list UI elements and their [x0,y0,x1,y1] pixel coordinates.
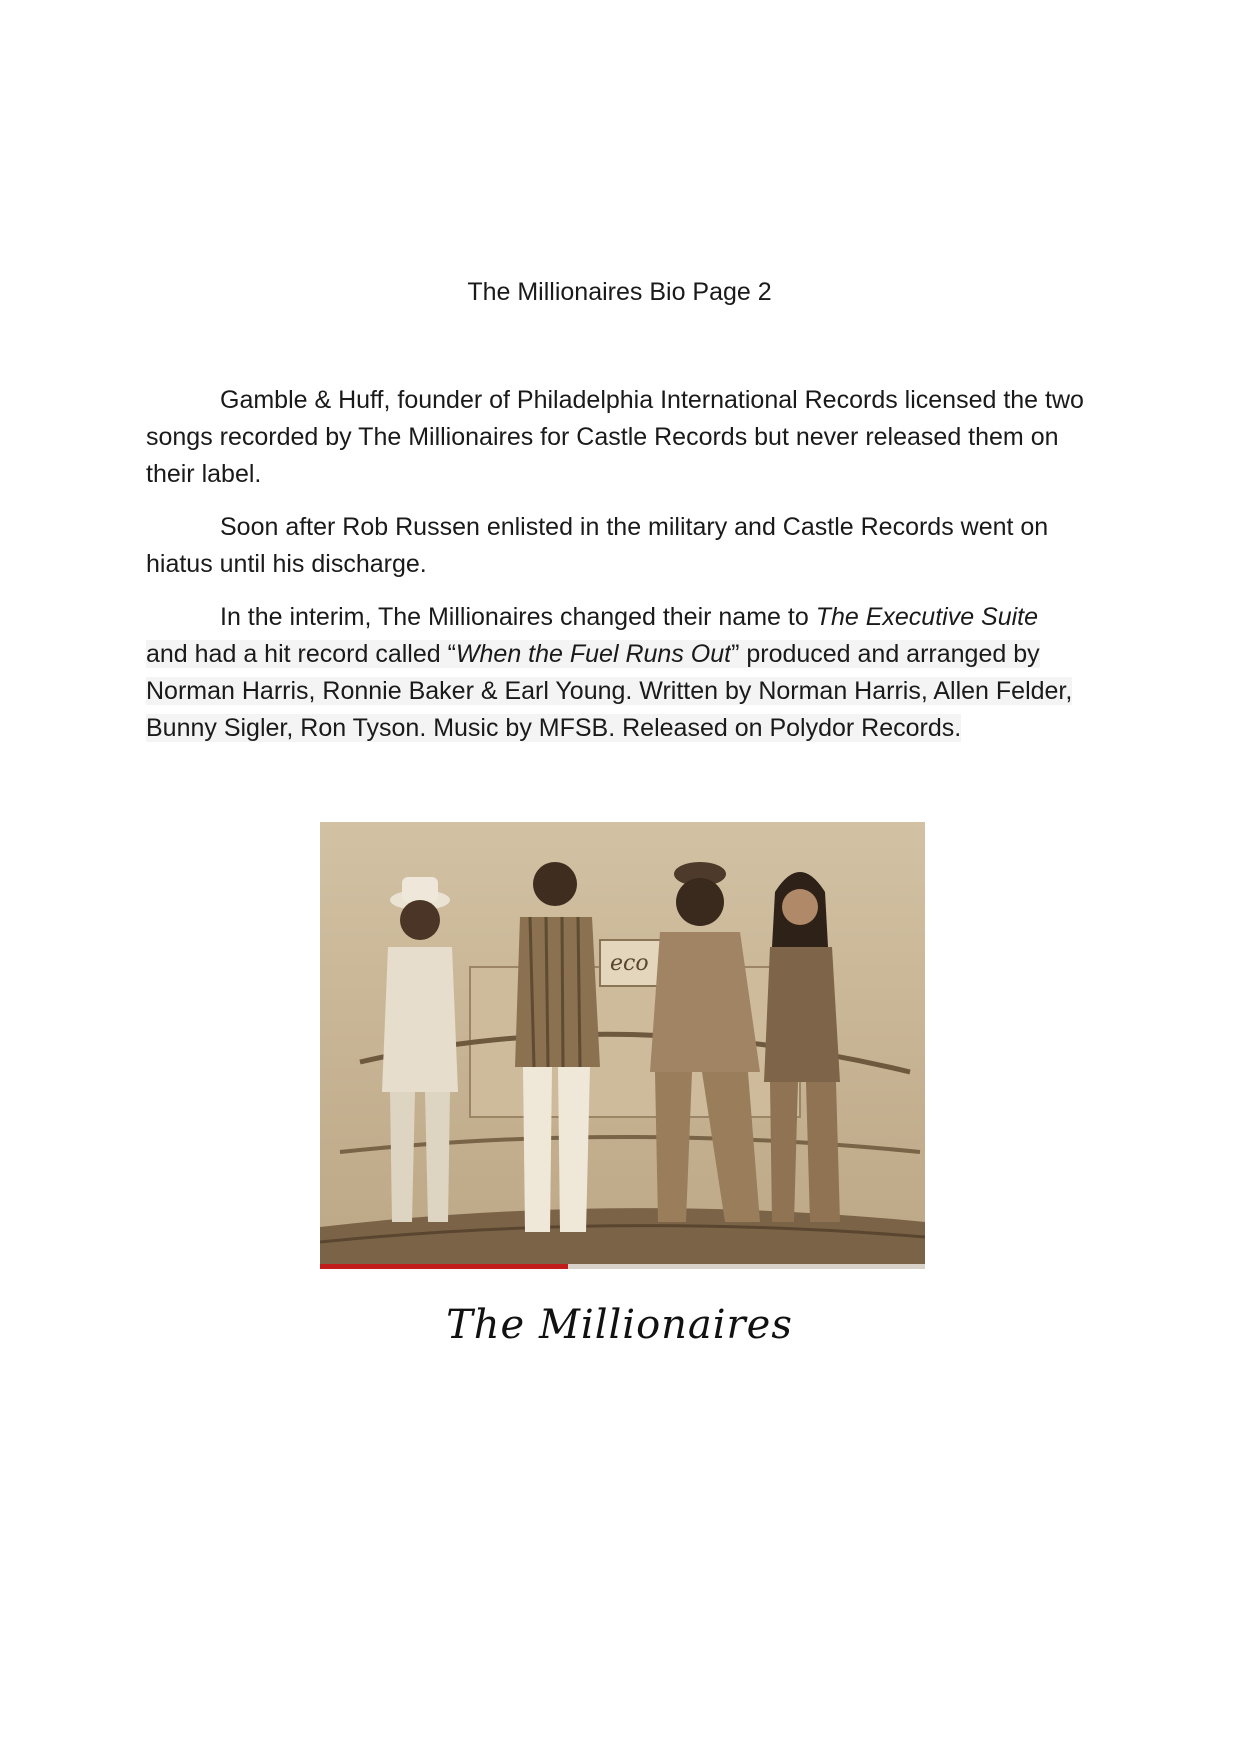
interim-text-3: ” produced and arranged by Norman Harris, Ronnie Baker & Earl Young. Written by Norman Harris, Allen Felder, Bunny Sigler, Ron Tyson. Music by MFSB. Released on Polydor Records. [146,640,1073,742]
video-progress-bar [320,1264,925,1269]
paragraph-rob-russen: Soon after Rob Russen enlisted in the military and Castle Records went on hiatus until his discharge. [146,513,1049,578]
group-photo-illustration [320,822,925,1269]
executive-suite-title: The Executive Suite [815,603,1039,631]
cabin-sign-text: eco [610,951,649,976]
video-progress-fill [320,1264,568,1269]
page-title: The Millionaires Bio Page 2 [467,278,772,306]
fuel-runs-out-title: When the Fuel Runs Out [455,640,732,668]
interim-text-1: In the interim, The Millionaires changed their name to [220,603,816,631]
signature-the-millionaires: The Millionaires [446,1302,793,1348]
group-photo [320,822,925,1269]
paragraph-interim [146,599,1086,747]
paragraph-gamble-huff: Gamble & Huff, founder of Philadelphia International Records licensed the two songs recorded by The Millionaires for Castle Records but never released them on their label. [146,386,1084,488]
interim-text-2: and had a hit record called “ [146,640,456,668]
bio-body [146,382,1086,763]
